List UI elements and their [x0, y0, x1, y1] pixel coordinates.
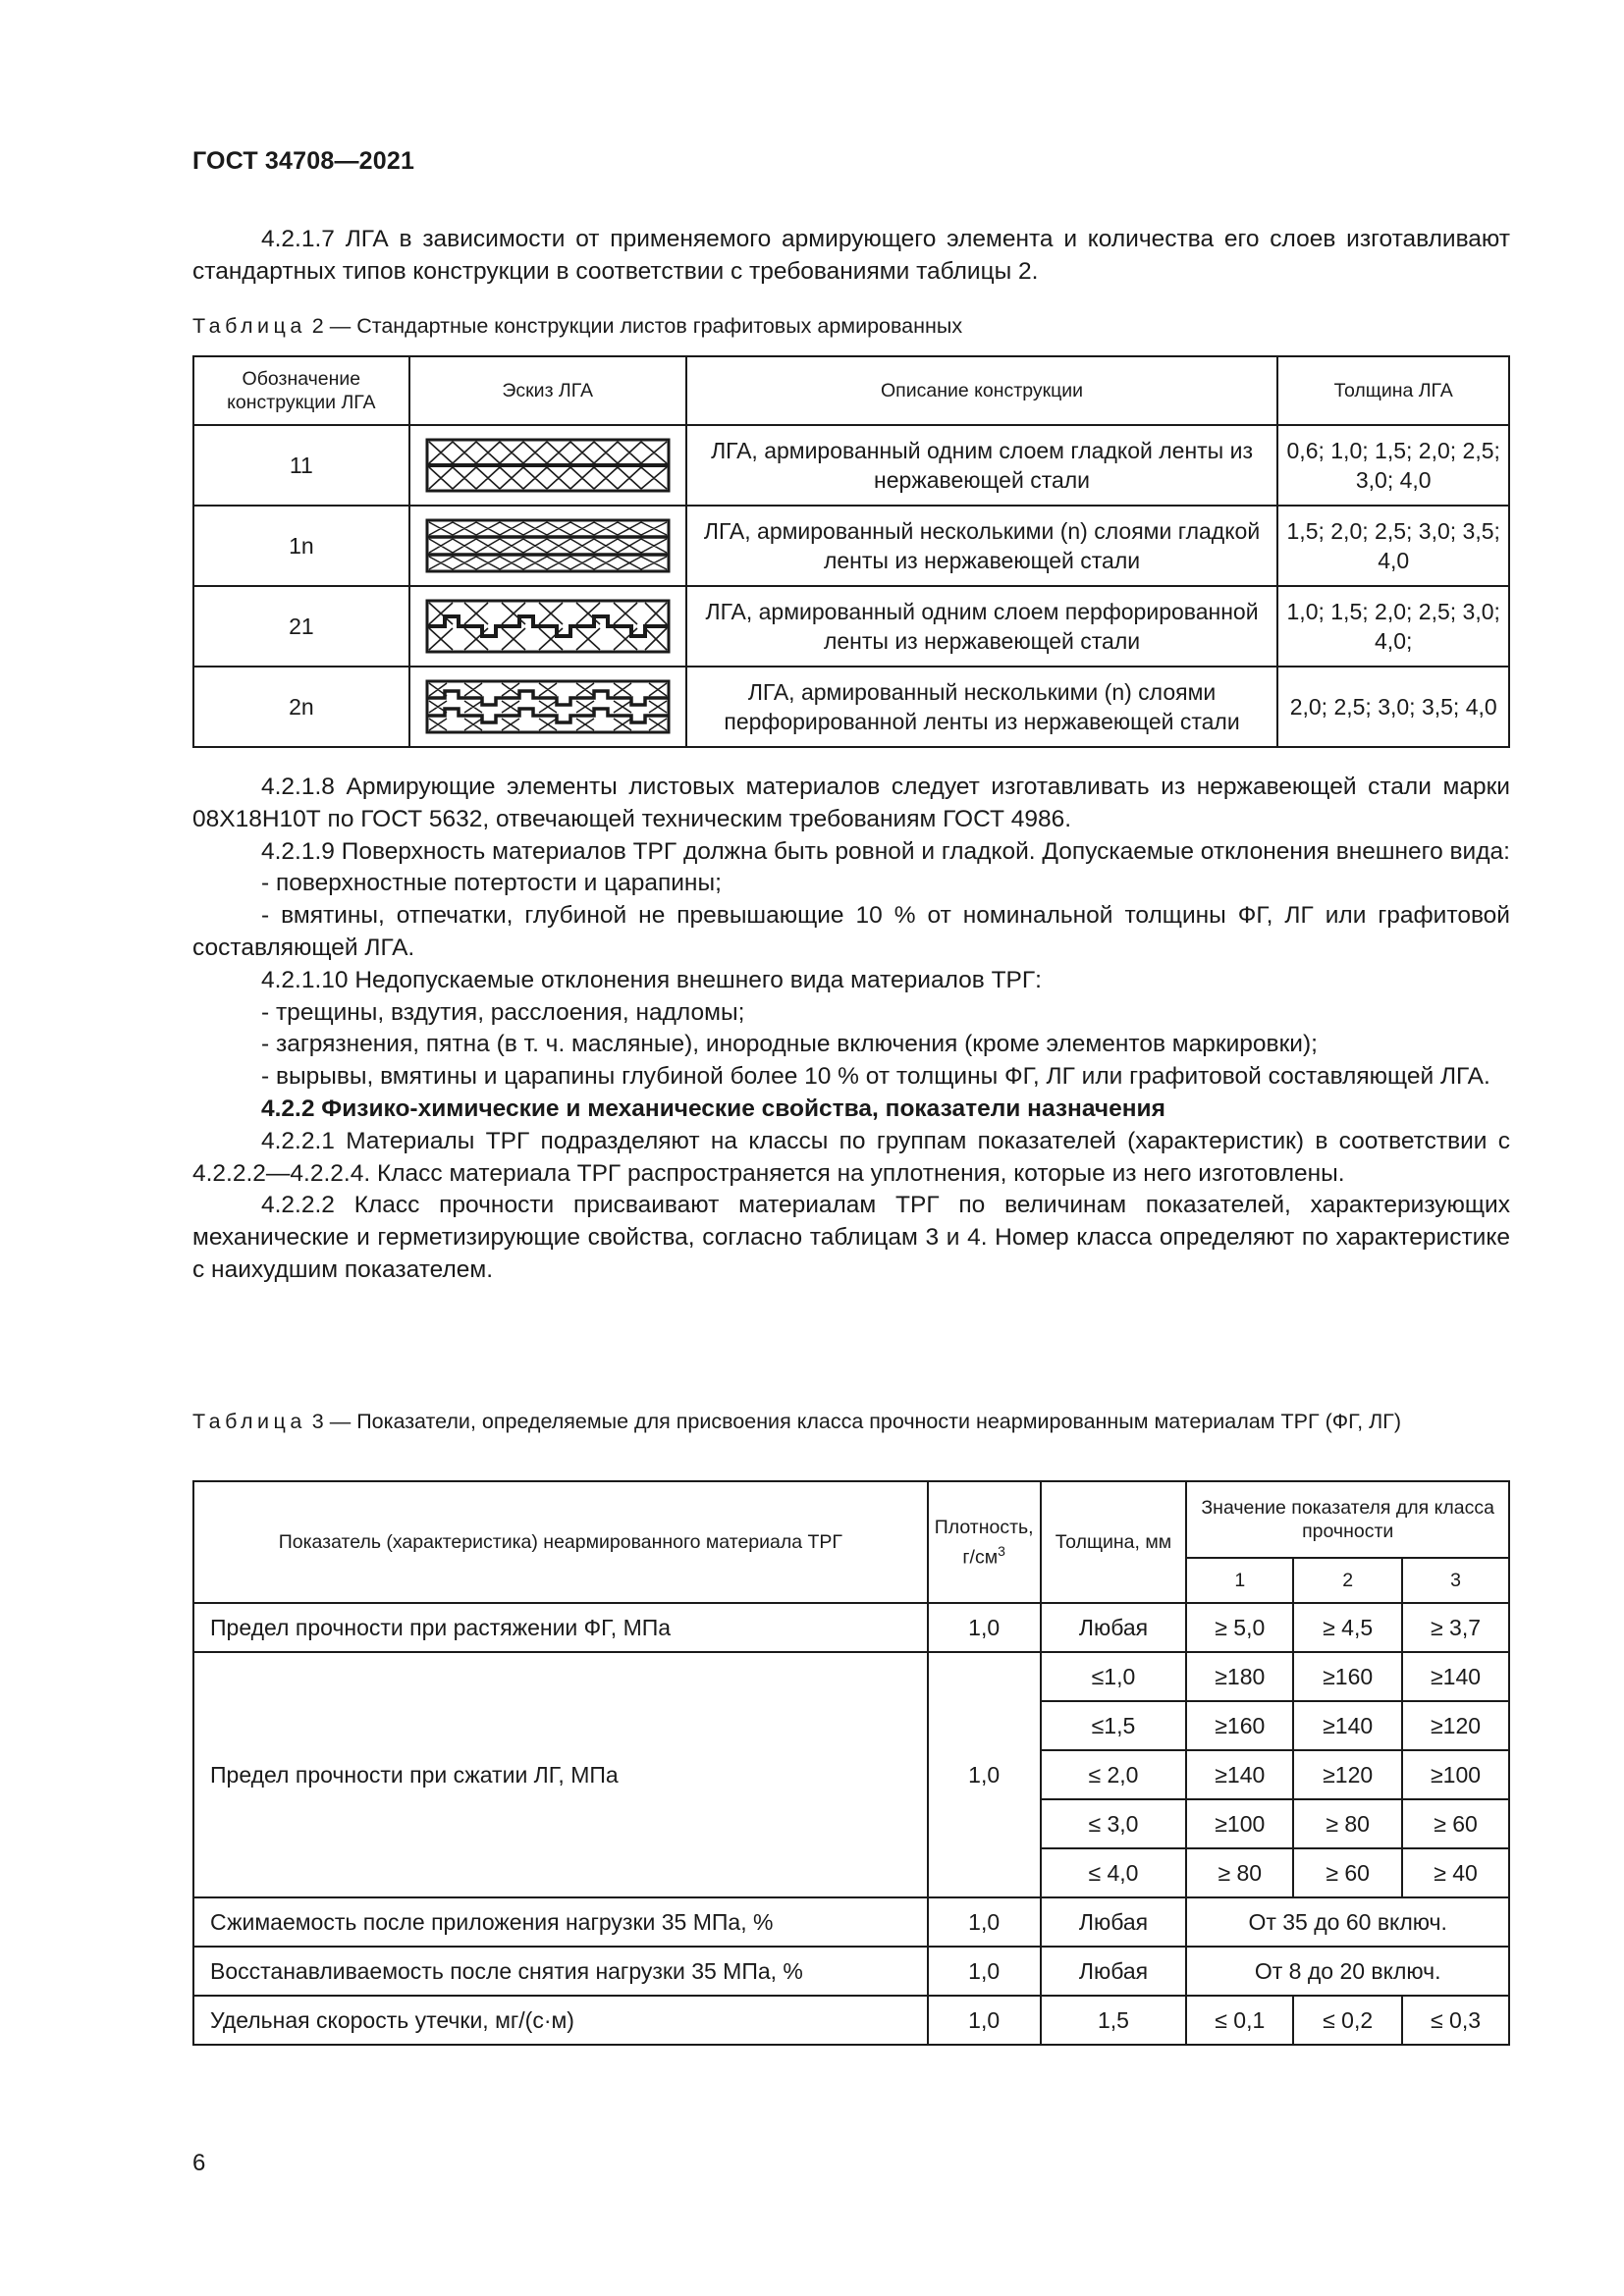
paragraph-4218: 4.2.1.8 Армирующие элементы листовых материалов следует изготавливать из нержавеющей стали марки 08Х18Н10Т по ГОСТ 5632, отвечающей техническим требованиям ГОСТ 4986. [192, 774, 1510, 832]
table3-thickness-cell: Любая [1041, 1603, 1187, 1652]
table-row [193, 1897, 1509, 1947]
multi-smooth-tape-sketch-icon [425, 518, 671, 573]
table3-thickness-cell: 1,5 [1041, 1996, 1187, 2045]
table-row [193, 1603, 1509, 1652]
table-row [193, 506, 1509, 586]
table3-density-cell: 1,0 [928, 1996, 1041, 2045]
list-item: - вырывы, вмятины и царапины глубиной более 10 % от толщины ФГ, ЛГ или графитовой составляющей ЛГА. [261, 1063, 1490, 1091]
table3-class3-cell: ≤ 0,3 [1402, 1996, 1509, 2045]
table3-thickness-cell: Любая [1041, 1947, 1187, 1996]
table3-class1-cell: ≥ 80 [1186, 1848, 1293, 1897]
table-row [193, 586, 1509, 667]
list-item: - загрязнения, пятна (в т. ч. масляные), инородные включения (кроме элементов маркировки); [261, 1031, 1318, 1058]
table3-value-range-cell: От 35 до 60 включ. [1186, 1897, 1509, 1947]
table3-density-cell: 1,0 [928, 1947, 1041, 1996]
list-item: - поверхностные потертости и царапины; [261, 870, 722, 897]
section-heading-422: 4.2.2 Физико-химические и механические свойства, показатели назначения [261, 1095, 1165, 1122]
table3-thickness-cell: ≤1,5 [1041, 1701, 1187, 1750]
page-number: 6 [192, 2150, 206, 2176]
table3-header-density-exponent: 3 [998, 1542, 1005, 1559]
table3-class2-cell: ≥160 [1293, 1652, 1402, 1701]
table2-designation-cell: 11 [193, 425, 409, 506]
table2-thickness-cell: 1,0; 1,5; 2,0; 2,5; 3,0; 4,0; [1277, 586, 1509, 667]
table3-class3-cell: ≥ 40 [1402, 1848, 1509, 1897]
table2-header-description: Описание конструкции [686, 356, 1278, 425]
table2-thickness-cell: 1,5; 2,0; 2,5; 3,0; 3,5; 4,0 [1277, 506, 1509, 586]
table2-sketch-cell [409, 586, 686, 667]
table3-class1-cell: ≥ 5,0 [1186, 1603, 1293, 1652]
paragraph-4219: 4.2.1.9 Поверхность материалов ТРГ должна быть ровной и гладкой. Допускаемые отклонения внешнего вида: [261, 837, 1510, 865]
table3-indicator-cell: Предел прочности при растяжении ФГ, МПа [193, 1603, 928, 1652]
single-perforated-tape-sketch-icon [425, 599, 671, 654]
table3-caption-text: 3 — Показатели, определяемые для присвоения класса прочности неармированным материалам ТРГ (ФГ, ЛГ) [305, 1410, 1401, 1433]
table2-designation-cell: 1n [193, 506, 409, 586]
table3-caption [192, 1408, 1510, 1435]
table3-density-cell: 1,0 [928, 1603, 1041, 1652]
table3-thickness-cell: ≤ 4,0 [1041, 1848, 1187, 1897]
table3-header-class2: 2 [1293, 1558, 1402, 1603]
table3-class1-cell: ≥180 [1186, 1652, 1293, 1701]
table3-header-row [193, 1481, 1509, 1558]
table2-sketch-cell [409, 506, 686, 586]
paragraph-42110: 4.2.1.10 Недопускаемые отклонения внешнего вида материалов ТРГ: [261, 966, 1042, 993]
table3-header-value-group: Значение показателя для класса прочности [1186, 1481, 1509, 1558]
table3-class3-cell: ≥ 60 [1402, 1799, 1509, 1848]
paragraph-4217: 4.2.1.7 ЛГА в зависимости от применяемого армирующего элемента и количества его слоев изготавливают стандартных типов конструкции в соответствии с требованиями таблицы 2. [192, 226, 1510, 285]
table3-indicator-cell: Удельная скорость утечки, мг/(с·м) [193, 1996, 928, 2045]
table2-designation-cell: 21 [193, 586, 409, 667]
table3-indicator-cell: Предел прочности при сжатии ЛГ, МПа [193, 1652, 928, 1897]
table2-thickness-cell: 2,0; 2,5; 3,0; 3,5; 4,0 [1277, 667, 1509, 747]
table2-caption-text: 2 — Стандартные конструкции листов графитовых армированных [305, 314, 963, 338]
table3-class2-cell: ≤ 0,2 [1293, 1996, 1402, 2045]
table3-class3-cell: ≥ 3,7 [1402, 1603, 1509, 1652]
table2-description-cell: ЛГА, армированный одним слоем гладкой ленты из нержавеющей стали [686, 425, 1278, 506]
table3-class2-cell: ≥ 60 [1293, 1848, 1402, 1897]
table-row [193, 1947, 1509, 1996]
table3-class1-cell: ≥160 [1186, 1701, 1293, 1750]
table3 [192, 1480, 1510, 2046]
table2 [192, 355, 1510, 748]
table3-class2-cell: ≥140 [1293, 1701, 1402, 1750]
table2-description-cell: ЛГА, армированный несколькими (n) слоями гладкой ленты из нержавеющей стали [686, 506, 1278, 586]
table3-indicator-cell: Сжимаемость после приложения нагрузки 35 МПа, % [193, 1897, 928, 1947]
table3-header-density [928, 1481, 1041, 1603]
table3-class2-cell: ≥ 80 [1293, 1799, 1402, 1848]
table2-description-cell: ЛГА, армированный одним слоем перфорированной ленты из нержавеющей стали [686, 586, 1278, 667]
table3-class3-cell: ≥100 [1402, 1750, 1509, 1799]
table3-thickness-cell: Любая [1041, 1897, 1187, 1947]
table3-thickness-cell: ≤1,0 [1041, 1652, 1187, 1701]
table3-class1-cell: ≥140 [1186, 1750, 1293, 1799]
table2-sketch-cell [409, 425, 686, 506]
paragraph-4222: 4.2.2.2 Класс прочности присваивают материалам ТРГ по величинам показателей, характеризующих механические и герметизирующие свойства, согласно таблицам 3 и 4. Номер класса определяют по характеристике с наихудшим показателем. [192, 1192, 1510, 1283]
list-item: - трещины, вздутия, расслоения, надломы; [261, 998, 745, 1026]
table3-header-class1: 1 [1186, 1558, 1293, 1603]
table3-class3-cell: ≥120 [1402, 1701, 1509, 1750]
table2-header-sketch: Эскиз ЛГА [409, 356, 686, 425]
table-row [193, 425, 1509, 506]
table3-header-class3: 3 [1402, 1558, 1509, 1603]
table3-indicator-cell: Восстанавливаемость после снятия нагрузки 35 МПа, % [193, 1947, 928, 1996]
table2-caption-label: Таблица [192, 314, 306, 338]
table2-header-row [193, 356, 1509, 425]
table3-header-thickness: Толщина, мм [1041, 1481, 1187, 1603]
table3-class2-cell: ≥120 [1293, 1750, 1402, 1799]
table2-designation-cell: 2n [193, 667, 409, 747]
table3-thickness-cell: ≤ 3,0 [1041, 1799, 1187, 1848]
table3-density-cell: 1,0 [928, 1652, 1041, 1897]
table3-value-range-cell: От 8 до 20 включ. [1186, 1947, 1509, 1996]
table3-class1-cell: ≤ 0,1 [1186, 1996, 1293, 2045]
table3-header-indicator: Показатель (характеристика) неармированного материала ТРГ [193, 1481, 928, 1603]
paragraph-4221: 4.2.2.1 Материалы ТРГ подразделяют на классы по группам показателей (характеристик) в соответствии с 4.2.2.2—4.2.2.4. Класс материала ТРГ распространяется на уплотнения, которые из него изготовлены. [192, 1127, 1510, 1187]
table2-header-thickness: Толщина ЛГА [1277, 356, 1509, 425]
table3-class3-cell: ≥140 [1402, 1652, 1509, 1701]
table3-class2-cell: ≥ 4,5 [1293, 1603, 1402, 1652]
table3-density-cell: 1,0 [928, 1897, 1041, 1947]
multi-perforated-tape-sketch-icon [425, 679, 671, 734]
table3-header-density-label: Плотность, г/см [934, 1516, 1034, 1569]
table2-sketch-cell [409, 667, 686, 747]
table2-header-designation: Обозначение конструкции ЛГА [193, 356, 409, 425]
single-smooth-tape-sketch-icon [425, 438, 671, 493]
table3-thickness-cell: ≤ 2,0 [1041, 1750, 1187, 1799]
table-row [193, 1652, 1509, 1701]
table3-class1-cell: ≥100 [1186, 1799, 1293, 1848]
paragraph-4217-block [192, 224, 1510, 289]
table-row [193, 1996, 1509, 2045]
table2-description-cell: ЛГА, армированный несколькими (n) слоями перфорированной ленты из нержавеющей стали [686, 667, 1278, 747]
table2-caption [192, 312, 1510, 340]
table-row [193, 667, 1509, 747]
body-paragraphs [192, 772, 1510, 1287]
table3-caption-label: Таблица [192, 1410, 306, 1433]
list-item: - вмятины, отпечатки, глубиной не превышающие 10 % от номинальной толщины ФГ, ЛГ или графитовой составляющей ЛГА. [192, 902, 1510, 961]
table2-thickness-cell: 0,6; 1,0; 1,5; 2,0; 2,5; 3,0; 4,0 [1277, 425, 1509, 506]
standard-header: ГОСТ 34708—2021 [192, 147, 415, 175]
